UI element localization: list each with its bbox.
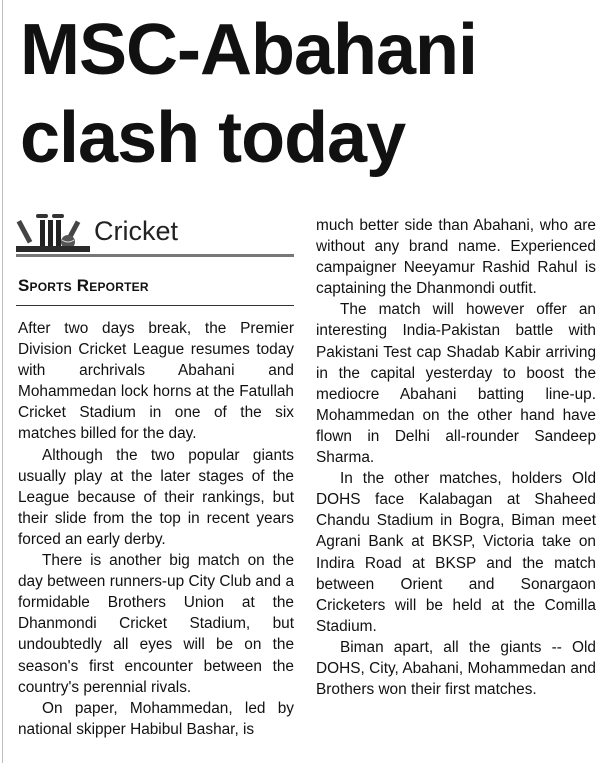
byline: Sports Reporter: [18, 276, 149, 295]
section-divider: [16, 254, 294, 257]
paragraph: On paper, Mohammedan, led by national skipper Habibul Bashar, is: [18, 699, 294, 738]
cricket-icon: [16, 210, 92, 254]
paragraph: After two days break, the Premier Division Cricket League resumes today with archrivals Abahani and Mohammedan lock horns at the Fatullah Cricket Stadium in one of the six matches billed for the day.: [18, 320, 294, 443]
section-label: Cricket: [94, 216, 179, 246]
page-left-rule: [2, 0, 3, 763]
headline: MSC-Abahani clash today: [20, 10, 477, 178]
paragraph: There is another big match on the day between runners-up City Club and a formidable Brothers Union at the Dhanmondi Cricket Stadium, but undoubtedly all eyes will be on the season's first encounter between the country's perennial rivals.: [18, 552, 294, 696]
paragraph: In the other matches, holders Old DOHS face Kalabagan at Shaheed Chandu Stadium in Bogra, Biman meet Agrani Bank at BKSP, Victoria take on Indira Road at BKSP and the match between Orient and Sonargaon Cricketers will be held at the Comilla Stadium.: [316, 470, 596, 635]
section-logo: [16, 210, 296, 254]
article-column-right: [316, 215, 596, 700]
paragraph: much better side than Abahani, who are without any brand name. Experienced campaigner Neeyamur Rashid Rahul is captaining the Dhanmondi outfit.: [316, 217, 596, 298]
paragraph: The match will however offer an interesting India-Pakistan battle with Pakistani Test cap Shadab Kabir arriving in the capital yesterday to boost the mediocre Abahani batting line-up. Mohammedan on the other hand have flown in Delhi all-rounder Sandeep Sharma.: [316, 301, 596, 467]
paragraph: Although the two popular giants usually play at the later stages of the League because of their rankings, but their slide from the top in recent years forced an early derby.: [18, 446, 294, 548]
article-column-left: [18, 318, 294, 740]
paragraph: Biman apart, all the giants -- Old DOHS, City, Abahani, Mohammedan and Brothers won their first matches.: [316, 638, 596, 699]
byline-divider: [16, 305, 294, 306]
